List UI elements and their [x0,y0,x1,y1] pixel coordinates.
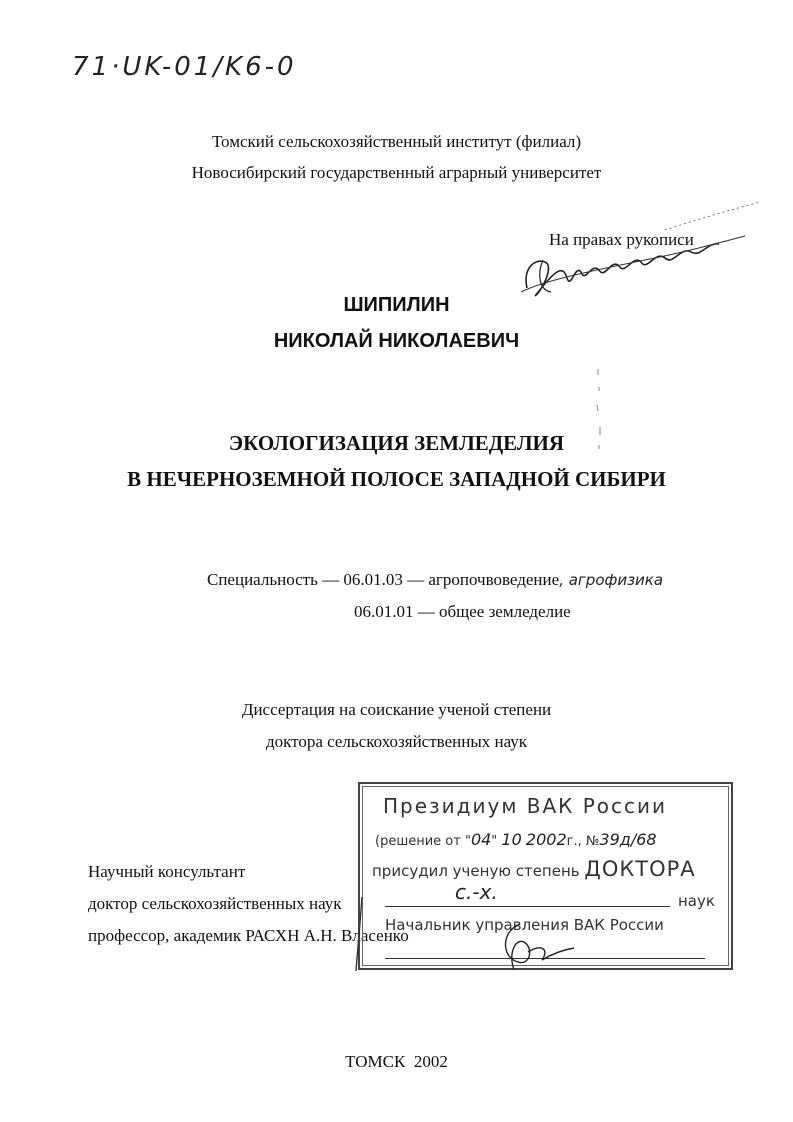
author-surname: ШИПИЛИН [343,294,450,316]
consultant-degree: доктор сельскохозяйственных наук [88,894,342,913]
stamp-decision-year: 2002 [525,830,567,849]
stamp-decision-day: 04 [470,830,492,849]
institute-line-2: Новосибирский государственный аграрный университет [191,163,602,182]
title-line-2: В НЕЧЕРНОЗЕМНОЙ ПОЛОСЕ ЗАПАДНОЙ СИБИРИ [127,467,666,491]
stamp-field-suffix: наук [678,892,715,910]
stamp-decision-month: 10 [501,830,522,849]
stamp-awarded-prefix: присудил ученую степень [372,862,580,880]
stamp-decision-year-suffix: г., № [566,834,600,849]
consultant-name: профессор, академик РАСХН А.Н. Власенко [88,926,409,945]
stamp-margin-mark [352,895,368,975]
institute-line-1: Томский сельскохозяйственный институт (филиал) [211,132,582,151]
footer-city-year: ТОМСК 2002 [345,1052,448,1071]
stamp-awarded-line [372,857,696,881]
stamp-field-handwritten: с.-х. [455,880,498,904]
title-line-1: ЭКОЛОГИЗАЦИЯ ЗЕМЛЕДЕЛИЯ [228,431,565,455]
consultant-label: Научный консультант [88,862,246,881]
stamp-decision-mid: " [491,834,498,849]
specialty-text: Специальность — 06.01.03 — агропочвоведение [207,570,560,589]
specialty-line-2: 06.01.01 — общее земледелие [354,602,571,621]
author-name: НИКОЛАЙ НИКОЛАЕВИЧ [273,330,520,352]
dissertation-line-2: доктора сельскохозяйственных наук [265,732,528,751]
specialty-line-1 [207,570,663,590]
stamp-field-underline [385,906,670,907]
stamp-chief: Начальник управления ВАК России [385,916,664,934]
stamp-signature [490,918,580,978]
stamp-header: Президиум ВАК России [383,794,668,818]
scan-marks [590,365,610,455]
manuscript-rights: На правах рукописи [549,230,694,249]
handwritten-archive-code: 71·UK-01/K6-0 [72,52,297,82]
stamp-decision-number: 39д/68 [599,830,657,849]
dissertation-line-1: Диссертация на соискание ученой степени [241,700,552,719]
specialty-handwritten: , агрофизика [559,571,664,589]
stamp-decision-prefix: (решение от " [375,834,471,849]
stamp-decision-line [375,830,657,849]
stamp-awarded-degree: ДОКТОРА [584,857,696,881]
